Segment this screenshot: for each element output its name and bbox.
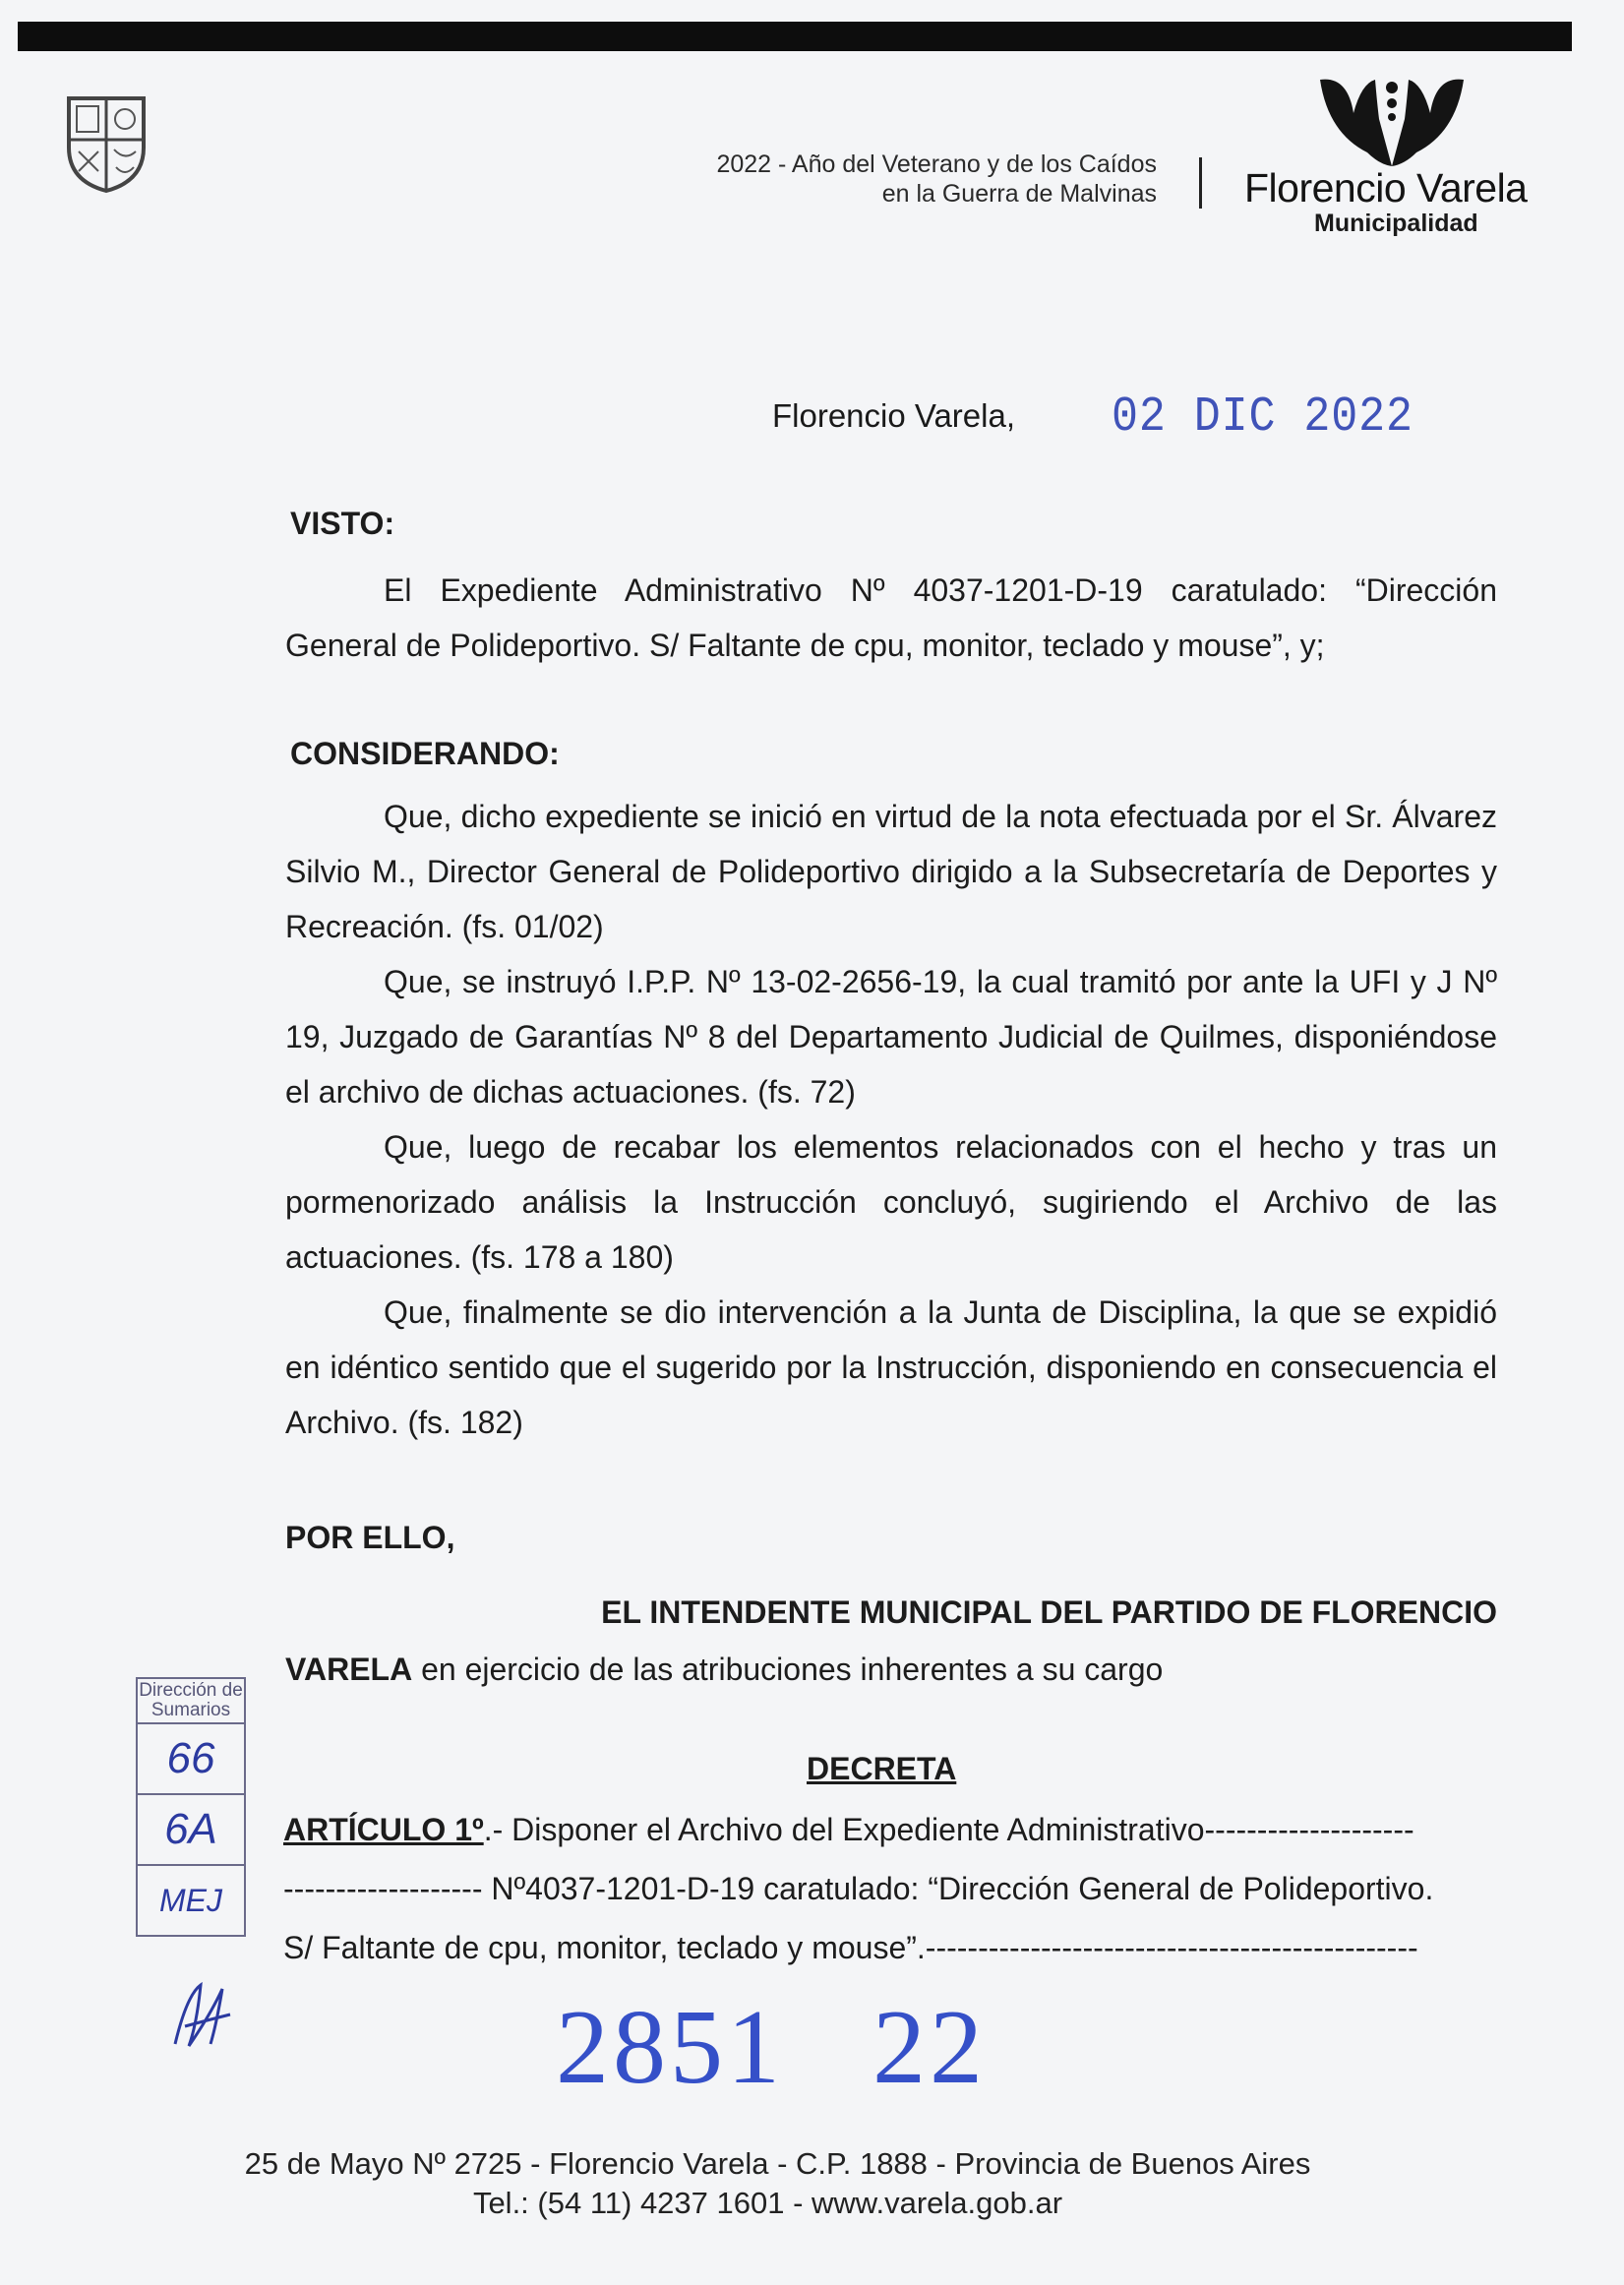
municipal-crest-icon [63,90,150,195]
intendente-bold-word: VARELA [285,1652,413,1687]
decree-year: 22 [872,1989,987,2106]
por-ello-heading: POR ELLO, [285,1520,455,1555]
considerando-paragraph-4: Que, finalmente se dio intervención a la Junta de Disciplina, la que se expidió en idéntico sentido que el sugerido por la Instrucción, disponiendo en consecuencia el Archivo. (fs. 182) [285,1294,1497,1440]
header-divider [1199,157,1202,209]
articulo-1-line-1 [283,1800,1499,1859]
sumarios-stamp-cell-1: 66 [136,1724,246,1795]
visto-paragraph: El Expediente Administrativo Nº 4037-1201-D-19 caratulado: “Dirección General de Polideportivo. S/ Faltante de cpu, monitor, teclado y mouse”, y; [285,572,1497,663]
decreta-heading: DECRETA [807,1751,957,1786]
florencio-varela-logo-icon [1318,74,1466,168]
footer-contact: Tel.: (54 11) 4237 1601 - www.varela.gob.ar [472,2186,1063,2220]
decree-number-stamp [556,1987,987,2109]
header-motto [716,150,1157,209]
articulo-1-label: ARTÍCULO 1º [283,1812,484,1847]
date-place-label: Florencio Varela, [772,397,1016,434]
sumarios-stamp [136,1677,246,1937]
articulo-1-line-3: S/ Faltante de cpu, monitor, teclado y mouse”.----------------------------------------------- [283,1930,1418,1965]
decree-number: 2851 [556,1989,784,2106]
motto-line-1: 2022 - Año del Veterano y de los Caídos [716,150,1157,178]
considerando-paragraph-3: Que, luego de recabar los elementos relacionados con el hecho y tras un pormenorizado análisis la Instrucción concluyó, sugiriendo el Archivo de las actuaciones. (fs. 178 a 180) [285,1129,1497,1275]
footer-address: 25 de Mayo Nº 2725 - Florencio Varela - C.P. 1888 - Provincia de Buenos Aires [244,2146,1311,2181]
logo-name: Florencio Varela [1244,165,1528,210]
signature-icon [167,1975,246,2054]
articulo-1-line-2: ------------------- Nº4037-1201-D-19 caratulado: “Dirección General de Polideportivo. [283,1871,1434,1906]
visto-section [285,563,1497,673]
sumarios-stamp-header: Dirección de Sumarios [136,1677,246,1724]
considerando-paragraph-2: Que, se instruyó I.P.P. Nº 13-02-2656-19, la cual tramitó por ante la UFI y J Nº 19, Juzgado de Garantías Nº 8 del Departamento Judicial de Quilmes, disponiéndose el archivo de dichas actuaciones. (fs. 72) [285,964,1497,1110]
sumarios-stamp-cell-3: MEJ [136,1866,246,1937]
logo-subtitle: Municipalidad [1314,210,1478,237]
visto-title: VISTO: [290,506,395,541]
considerando-title: CONSIDERANDO: [290,736,560,771]
considerando-section [285,789,1497,1450]
scan-top-bar [18,22,1572,51]
intendente-statement [285,1584,1497,1698]
sumarios-stamp-cell-2: 6A [136,1795,246,1866]
articulo-1 [283,1800,1499,1977]
considerando-paragraph-1: Que, dicho expediente se inició en virtud de la nota efectuada por el Sr. Álvarez Silvio M., Director General de Polideportivo dirigido a la Subsecretaría de Deportes y Recreación. (fs. 01/02) [285,799,1497,944]
motto-line-2: en la Guerra de Malvinas [881,180,1157,208]
articulo-1-text-1: .- Disponer el Archivo del Expediente Administrativo-------------------- [483,1812,1414,1847]
intendente-line-1: EL INTENDENTE MUNICIPAL DEL PARTIDO DE FLORENCIO [601,1594,1497,1630]
date-stamp: 02 DIC 2022 [1112,390,1413,446]
intendente-rest: en ejercicio de las atribuciones inherentes a su cargo [412,1652,1164,1687]
